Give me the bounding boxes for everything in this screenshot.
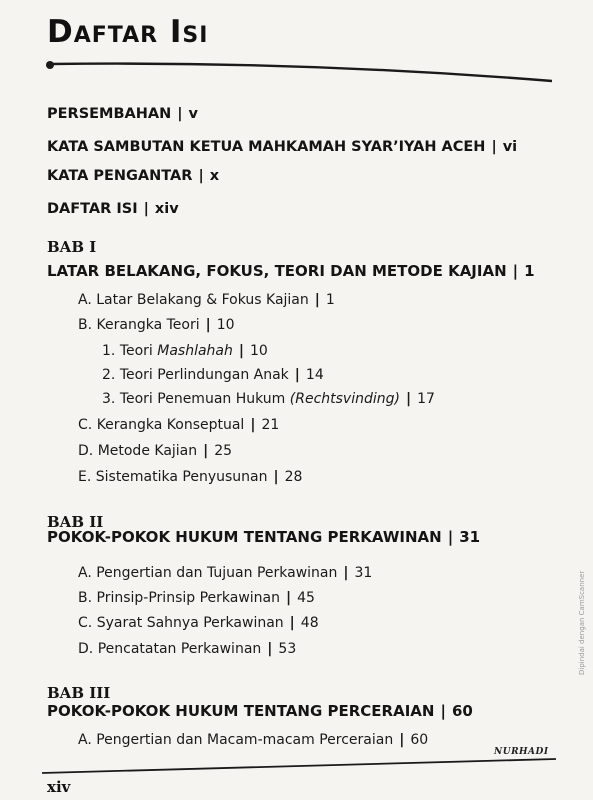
page-ref: 31: [459, 528, 481, 546]
toc-item[interactable]: B. Prinsip-Prinsip Perkawinan | 45: [78, 590, 315, 606]
page-ref: 14: [305, 367, 324, 383]
page-ref: xiv: [154, 201, 179, 217]
separator: |: [267, 641, 273, 657]
toc-item[interactable]: E. Sistematika Penyusunan | 28: [78, 469, 303, 485]
separator: |: [205, 317, 211, 333]
page-ref: 31: [354, 565, 373, 581]
separator: |: [512, 262, 519, 280]
separator: |: [491, 139, 497, 155]
separator: |: [447, 528, 454, 546]
page-title: Daftar Isi: [47, 14, 209, 50]
page-ref: 1: [524, 262, 535, 280]
toc-item[interactable]: C. Kerangka Konseptual | 21: [78, 417, 280, 433]
toc-entry-kata-sambutan[interactable]: KATA SAMBUTAN KETUA MAHKAMAH SYAR’IYAH ACEH | vi: [47, 139, 518, 155]
page-ref: 60: [451, 702, 473, 720]
separator: |: [177, 106, 183, 122]
toc-subitem[interactable]: 1. Teori Mashlahah | 10: [102, 343, 268, 359]
page-ref: 48: [300, 615, 319, 631]
footer-author: NURHADI: [494, 747, 549, 757]
page-ref: 17: [417, 391, 435, 407]
chapter-label: BAB I: [47, 238, 97, 256]
toc-subitem[interactable]: 3. Teori Penemuan Hukum (Rechtsvinding) | 17: [102, 391, 435, 407]
separator: |: [294, 367, 300, 383]
toc-item[interactable]: A. Pengertian dan Tujuan Perkawinan | 31: [78, 565, 373, 581]
toc-item[interactable]: A. Pengertian dan Macam-macam Perceraian | 60: [78, 732, 429, 748]
chapter-label: BAB III: [47, 684, 111, 702]
separator: |: [250, 417, 256, 433]
toc-item[interactable]: D. Pencatatan Perkawinan | 53: [78, 641, 297, 657]
separator: |: [286, 590, 292, 606]
toc-entry-persembahan[interactable]: PERSEMBAHAN | v: [47, 106, 198, 122]
footer-rule: [40, 755, 560, 785]
chapter-title-bab-1[interactable]: LATAR BELAKANG, FOKUS, TEORI DAN METODE KAJIAN | 1: [47, 262, 535, 280]
page-ref: 10: [250, 343, 268, 359]
page-number: xiv: [47, 778, 71, 796]
title-rule: [44, 56, 554, 86]
separator: |: [314, 292, 320, 308]
toc-subitem[interactable]: 2. Teori Perlindungan Anak | 14: [102, 367, 324, 383]
separator: |: [198, 168, 204, 184]
page-ref: x: [209, 168, 220, 184]
separator: |: [273, 469, 279, 485]
page-ref: 25: [214, 443, 233, 459]
page-ref: 10: [216, 317, 235, 333]
chapter-title-bab-3[interactable]: POKOK-POKOK HUKUM TENTANG PERCERAIAN | 60: [47, 702, 473, 720]
page-ref: 28: [284, 469, 303, 485]
separator: |: [343, 565, 349, 581]
separator: |: [143, 201, 149, 217]
page-ref: 60: [410, 732, 429, 748]
separator: |: [405, 391, 412, 407]
chapter-title-bab-2[interactable]: POKOK-POKOK HUKUM TENTANG PERKAWINAN | 31: [47, 528, 481, 546]
scanner-watermark: Dipindai dengan CamScanner: [578, 570, 586, 675]
chapter-label: BAB II: [47, 513, 104, 531]
toc-item[interactable]: D. Metode Kajian | 25: [78, 443, 233, 459]
toc-entry-kata-pengantar[interactable]: KATA PENGANTAR | x: [47, 168, 220, 184]
toc-item[interactable]: B. Kerangka Teori | 10: [78, 317, 235, 333]
toc-item[interactable]: A. Latar Belakang & Fokus Kajian | 1: [78, 292, 335, 308]
page-ref: 53: [278, 641, 297, 657]
separator: |: [399, 732, 405, 748]
page-ref: 45: [297, 590, 315, 606]
toc-entry-daftar-isi[interactable]: DAFTAR ISI | xiv: [47, 201, 179, 217]
page-ref: 21: [261, 417, 280, 433]
toc-item[interactable]: C. Syarat Sahnya Perkawinan | 48: [78, 615, 319, 631]
separator: |: [238, 343, 245, 359]
page-ref: vi: [502, 139, 518, 155]
page-ref: v: [188, 106, 198, 122]
page-ref: 1: [325, 292, 335, 308]
separator: |: [203, 443, 209, 459]
separator: |: [440, 702, 446, 720]
separator: |: [289, 615, 295, 631]
